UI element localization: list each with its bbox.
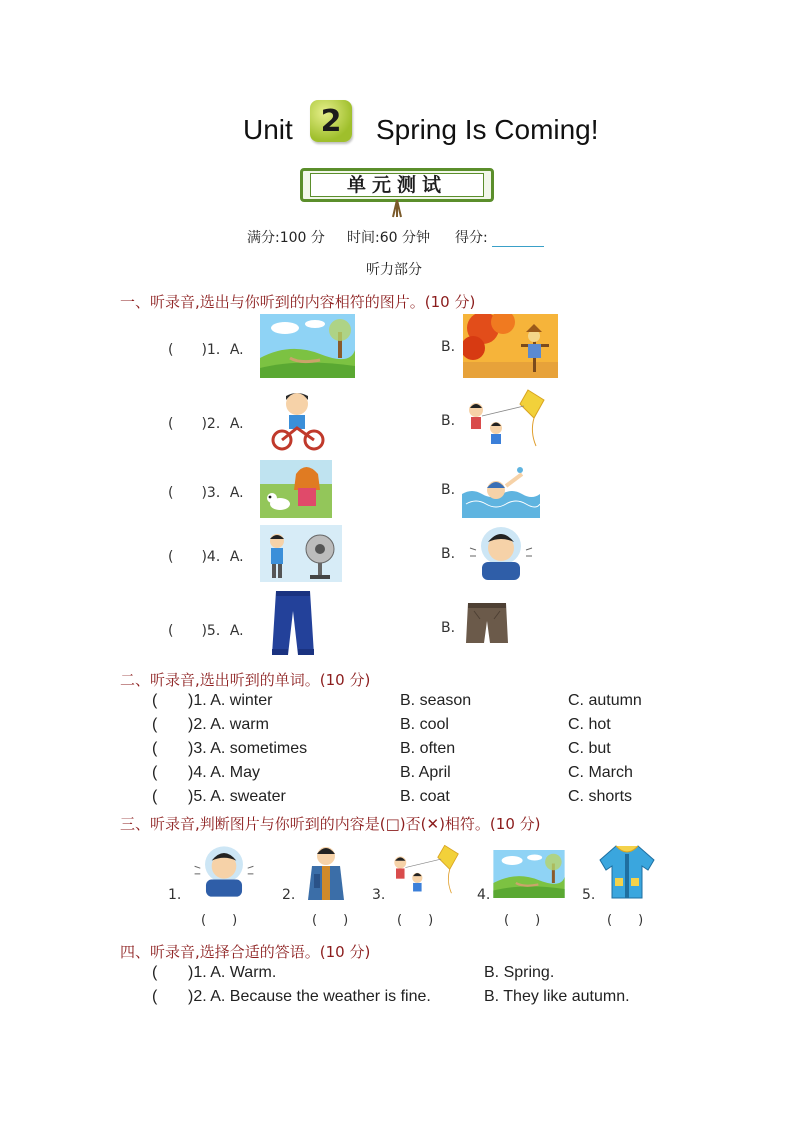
girl-with-dog-icon[interactable] [260, 460, 332, 518]
s1-q1-b: B. [441, 339, 456, 355]
kids-flying-kite-icon[interactable] [388, 842, 462, 900]
s3-num-5: 5. [582, 887, 596, 903]
s1-q2-b: B. [441, 413, 456, 429]
s2-option-c: C. autumn [568, 692, 642, 709]
s3-answer-5[interactable]: ( ) [607, 913, 644, 928]
s4-option-a: )2. A. Because the weather is fine. [188, 988, 431, 1005]
section2-heading: 二、听录音,选出听到的单词。(10 分) [120, 671, 371, 689]
banner-title: 单元测试 [310, 173, 484, 197]
listening-subtitle: 听力部分 [366, 262, 422, 278]
s1-q5-prefix: ( )5．A. [168, 623, 244, 639]
s2-option-a: )2. A. warm [188, 716, 269, 733]
blue-coat-icon[interactable] [596, 840, 658, 902]
unit-word: Unit [243, 114, 293, 145]
banner-tassel-icon [390, 200, 404, 218]
s2-option-c: C. shorts [568, 788, 633, 805]
boy-swimming-icon[interactable] [462, 460, 540, 518]
s1-q5-b: B. [441, 620, 456, 636]
s2-paren[interactable]: ( [152, 692, 158, 709]
exam-time: 时间:60 分钟 [347, 230, 430, 246]
s2-paren[interactable]: ( [152, 764, 158, 781]
boy-with-fan-icon[interactable] [260, 525, 342, 582]
s3-num-1: 1. [168, 887, 182, 903]
s1-q3-prefix: ( )3．A. [168, 485, 244, 501]
s2-option-c: C. hot [568, 716, 611, 733]
s2-option-c: C. March [568, 764, 633, 781]
s3-num-3: 3. [372, 887, 386, 903]
cold-boy-icon[interactable] [462, 524, 540, 582]
man-in-coat-icon[interactable] [300, 844, 352, 902]
score-blank[interactable] [492, 232, 544, 247]
brown-shorts-icon[interactable] [462, 597, 512, 651]
s1-q2-prefix: ( )2．A. [168, 416, 244, 432]
s3-answer-1[interactable]: ( ) [201, 913, 238, 928]
unit-number-badge: 2 [310, 100, 352, 142]
boy-riding-bike-icon[interactable] [260, 388, 334, 452]
spring-landscape-icon[interactable] [260, 314, 355, 378]
section4-heading: 四、听录音,选择合适的答语。(10 分) [120, 943, 371, 961]
s2-option-a: )1. A. winter [188, 692, 273, 709]
full-score: 满分:100 分 [247, 230, 325, 246]
s2-option-a: )4. A. May [188, 764, 261, 781]
s3-num-2: 2. [282, 887, 296, 903]
s2-paren[interactable]: ( [152, 716, 158, 733]
s2-option-c: C. but [568, 740, 611, 757]
s4-paren[interactable]: ( [152, 964, 158, 981]
s4-option-a: )1. A. Warm. [188, 964, 277, 981]
s2-option-b: B. coat [400, 788, 450, 805]
autumn-scarecrow-icon[interactable] [463, 314, 558, 378]
s2-paren[interactable]: ( [152, 740, 158, 757]
s3-num-4: 4. [477, 887, 491, 903]
blue-trousers-icon[interactable] [260, 589, 326, 659]
s2-paren[interactable]: ( [152, 788, 158, 805]
score-field [455, 227, 544, 247]
s3-answer-2[interactable]: ( ) [312, 913, 349, 928]
s3-answer-3[interactable]: ( ) [397, 913, 434, 928]
s4-option-b: B. They like autumn. [484, 988, 630, 1005]
s1-q3-b: B. [441, 482, 456, 498]
s3-answer-4[interactable]: ( ) [504, 913, 541, 928]
s2-option-a: )3. A. sometimes [188, 740, 308, 757]
s1-q1-prefix: ( )1．A. [168, 342, 244, 358]
s4-option-b: B. Spring. [484, 964, 555, 981]
s1-q4-prefix: ( )4．A. [168, 549, 244, 565]
unit-title: Spring Is Coming! [376, 114, 599, 145]
s2-option-b: B. season [400, 692, 472, 709]
s2-option-b: B. April [400, 764, 451, 781]
s4-paren[interactable]: ( [152, 988, 158, 1005]
score-label: 得分: [455, 230, 488, 246]
s1-q4-b: B. [441, 546, 456, 562]
spring-landscape-icon[interactable] [492, 850, 566, 898]
kids-flying-kite-icon[interactable] [462, 386, 548, 454]
section3-heading: 三、听录音,判断图片与你听到的内容是(□)否(✕)相符。(10 分) [120, 815, 541, 833]
s2-option-a: )5. A. sweater [188, 788, 286, 805]
s2-option-b: B. often [400, 740, 456, 757]
section1-heading: 一、听录音,选出与你听到的内容相符的图片。(10 分) [120, 293, 476, 311]
s2-option-b: B. cool [400, 716, 449, 733]
cold-boy-icon[interactable] [187, 842, 261, 900]
